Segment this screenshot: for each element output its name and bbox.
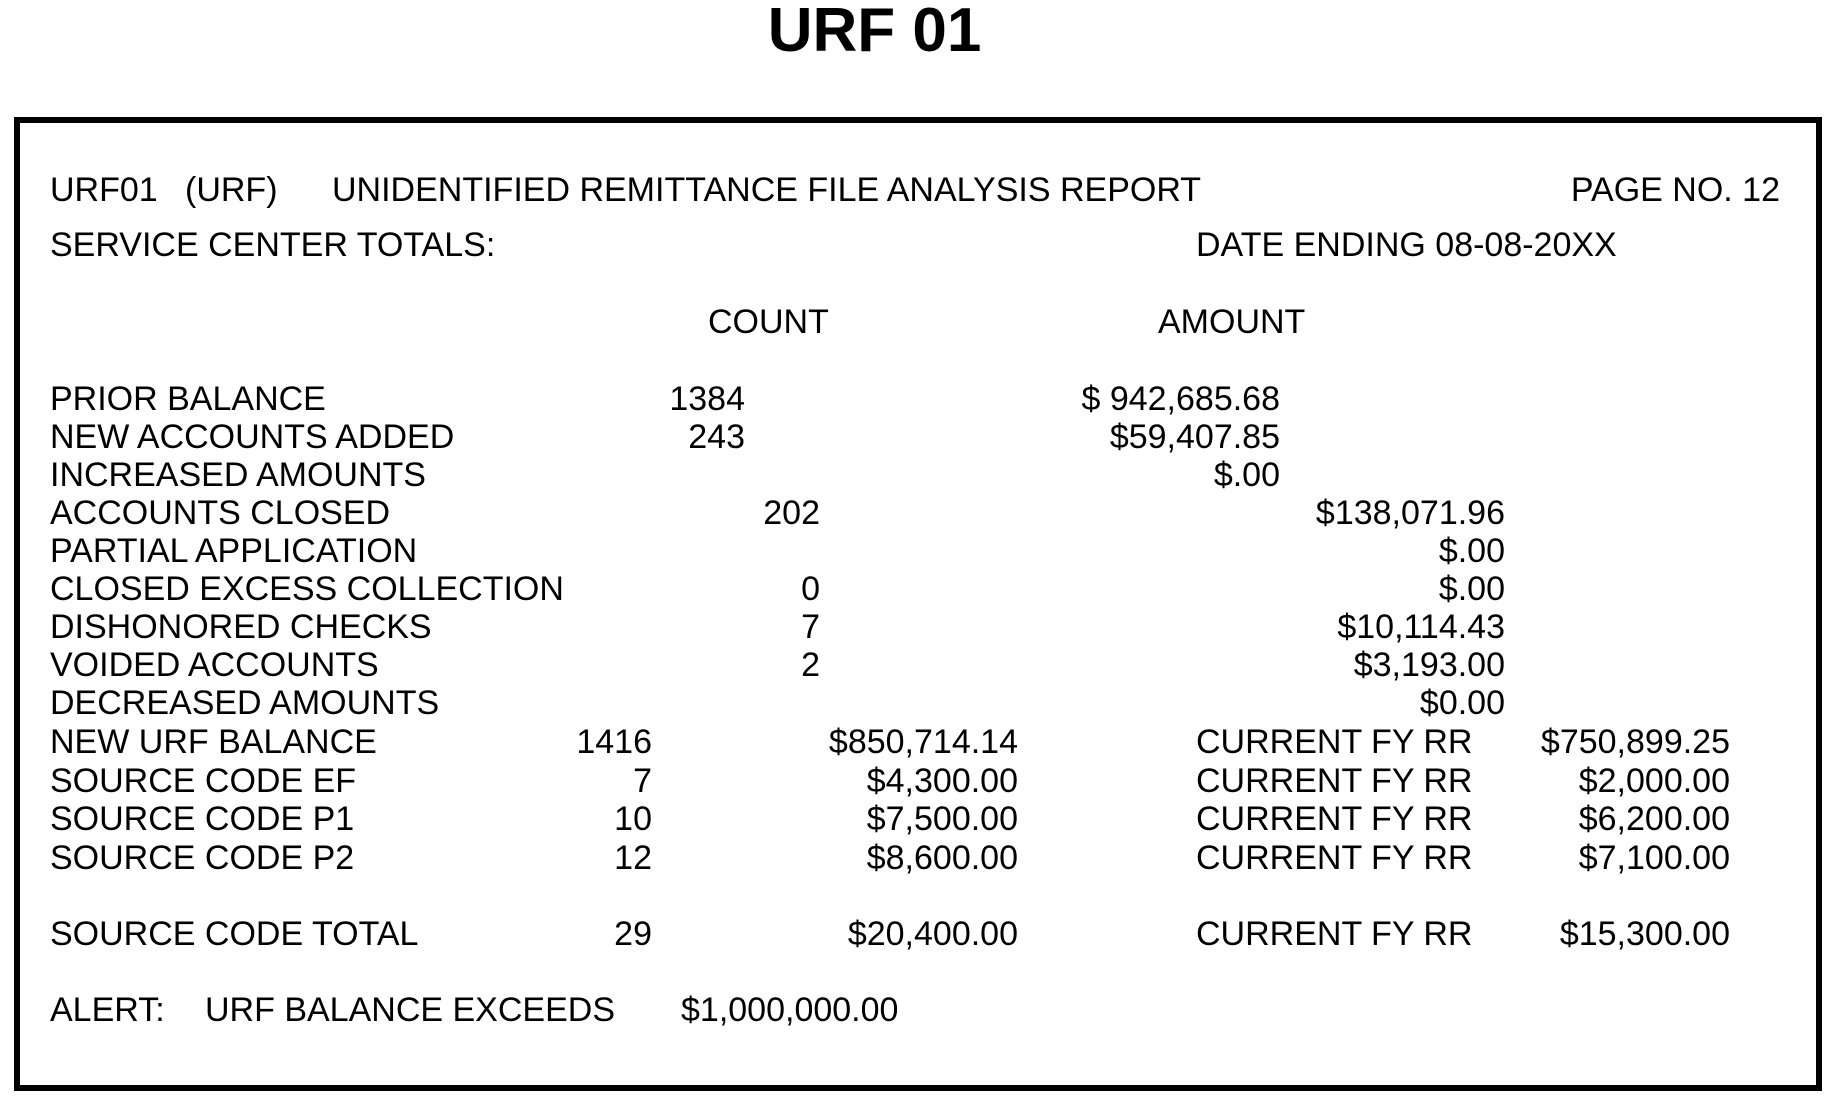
row-label: VOIDED ACCOUNTS xyxy=(50,646,379,684)
row-count: 0 xyxy=(801,570,820,608)
report-id: URF01 xyxy=(50,171,158,209)
row-amount: $10,114.43 xyxy=(1337,608,1505,646)
row-amount: $3,193.00 xyxy=(1353,646,1505,684)
row-label: SOURCE CODE EF xyxy=(50,762,357,800)
row-amount: $0.00 xyxy=(1419,684,1505,722)
row-label: NEW URF BALANCE xyxy=(50,723,377,761)
row-amount: $850,714.14 xyxy=(828,723,1018,761)
row-count: 12 xyxy=(614,839,652,877)
alert-label: ALERT: xyxy=(50,991,165,1029)
row-count: 29 xyxy=(614,915,652,953)
page-number: PAGE NO. 12 xyxy=(1570,171,1780,209)
fy-label: CURRENT FY RR xyxy=(1196,839,1473,877)
row-label: SOURCE CODE P1 xyxy=(50,800,355,838)
column-header-count: COUNT xyxy=(708,303,829,341)
row-amount: $138,071.96 xyxy=(1315,494,1505,532)
report-code: (URF) xyxy=(185,171,278,209)
fy-amount: $15,300.00 xyxy=(1559,915,1730,953)
report-name: UNIDENTIFIED REMITTANCE FILE ANALYSIS REPORT xyxy=(332,171,1202,209)
fy-label: CURRENT FY RR xyxy=(1196,915,1473,953)
row-count: 1384 xyxy=(669,380,745,418)
column-header-amount: AMOUNT xyxy=(1158,303,1306,341)
row-amount: $7,500.00 xyxy=(866,800,1018,838)
section-label: SERVICE CENTER TOTALS: xyxy=(50,226,496,264)
row-amount: $.00 xyxy=(1438,532,1505,570)
row-count: 243 xyxy=(688,418,745,456)
row-label: DECREASED AMOUNTS xyxy=(50,684,440,722)
row-amount: $59,407.85 xyxy=(1109,418,1280,456)
date-ending: DATE ENDING 08-08-20XX xyxy=(1196,226,1617,264)
fy-label: CURRENT FY RR xyxy=(1196,723,1473,761)
row-label: PRIOR BALANCE xyxy=(50,380,326,418)
fy-amount: $2,000.00 xyxy=(1578,762,1730,800)
alert-message: URF BALANCE EXCEEDS xyxy=(205,991,615,1029)
alert-amount: $1,000,000.00 xyxy=(681,991,899,1029)
row-count: 10 xyxy=(614,800,652,838)
row-label: SOURCE CODE P2 xyxy=(50,839,355,877)
row-label: PARTIAL APPLICATION xyxy=(50,532,418,570)
fy-label: CURRENT FY RR xyxy=(1196,800,1473,838)
row-count: 7 xyxy=(633,762,652,800)
row-amount: $8,600.00 xyxy=(866,839,1018,877)
row-amount: $.00 xyxy=(1438,570,1505,608)
document-title xyxy=(0,0,1829,65)
row-label: NEW ACCOUNTS ADDED xyxy=(50,418,455,456)
fy-amount: $6,200.00 xyxy=(1578,800,1730,838)
row-amount: $ 942,685.68 xyxy=(1081,380,1280,418)
row-label: ACCOUNTS CLOSED xyxy=(50,494,391,532)
fy-amount: $750,899.25 xyxy=(1540,723,1730,761)
row-count: 202 xyxy=(763,494,820,532)
row-count: 7 xyxy=(801,608,820,646)
fy-amount: $7,100.00 xyxy=(1578,839,1730,877)
row-amount: $.00 xyxy=(1213,456,1280,494)
fy-label: CURRENT FY RR xyxy=(1196,762,1473,800)
row-label: CLOSED EXCESS COLLECTION xyxy=(50,570,564,608)
row-count: 2 xyxy=(801,646,820,684)
document-title-text: URF 01 xyxy=(767,0,982,65)
row-amount: $20,400.00 xyxy=(847,915,1018,953)
row-label: DISHONORED CHECKS xyxy=(50,608,432,646)
row-label: SOURCE CODE TOTAL xyxy=(50,915,419,953)
row-label: INCREASED AMOUNTS xyxy=(50,456,426,494)
row-amount: $4,300.00 xyxy=(866,762,1018,800)
row-count: 1416 xyxy=(576,723,652,761)
